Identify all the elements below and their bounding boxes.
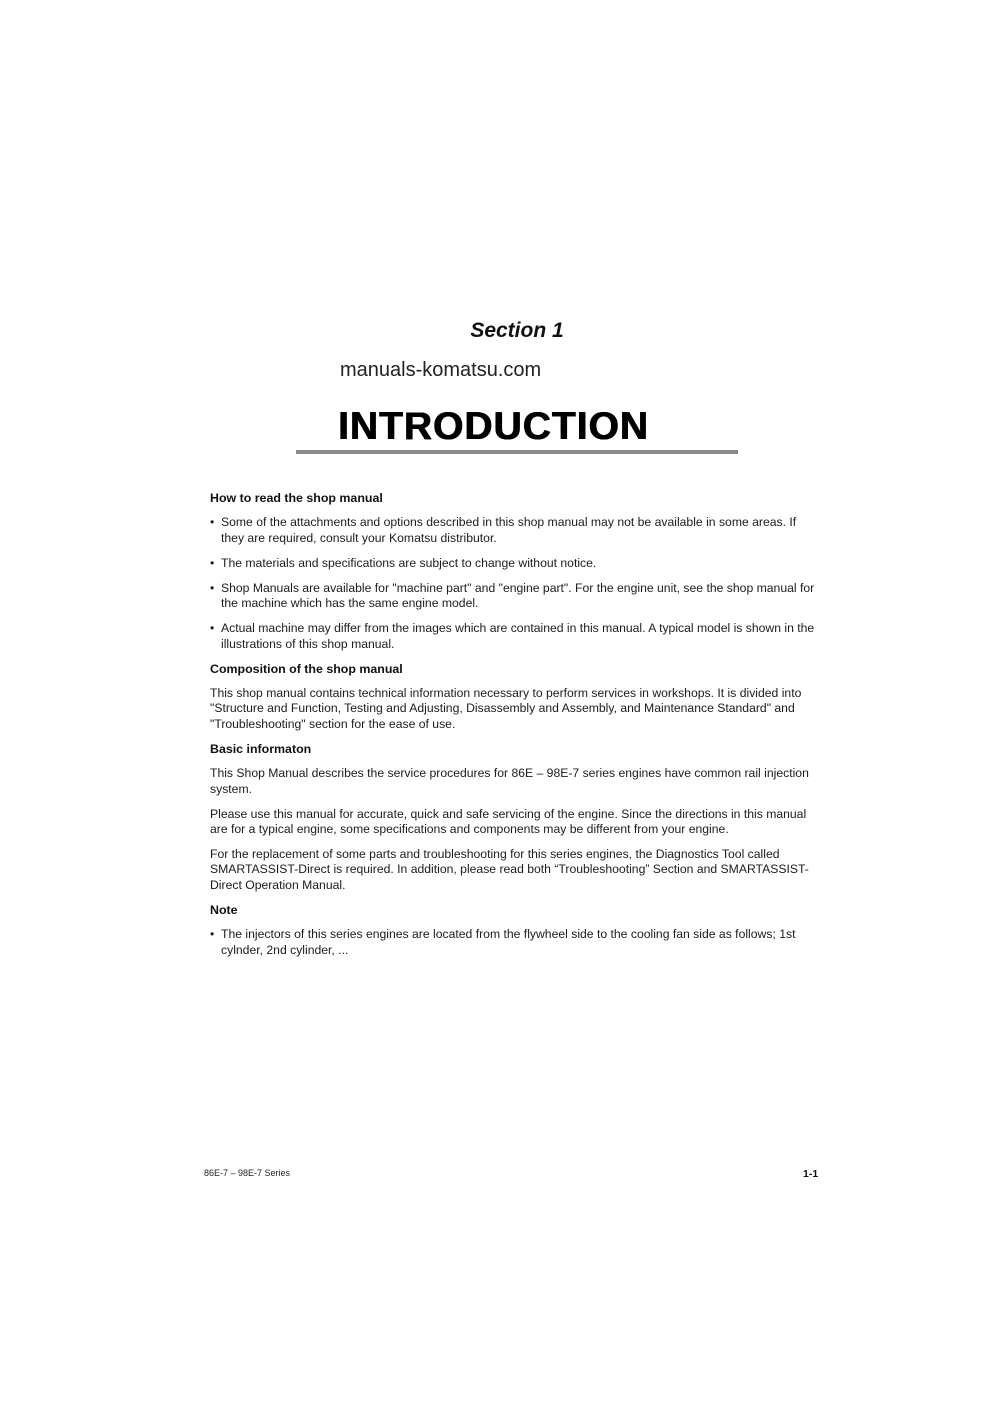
heading-how-to-read: How to read the shop manual (210, 491, 383, 505)
heading-composition: Composition of the shop manual (210, 661, 403, 676)
content-body (210, 491, 822, 968)
bullet-icon: • (210, 621, 215, 636)
bullet-item (210, 927, 822, 958)
bullet-item (210, 581, 822, 612)
bullet-text: Some of the attachments and options described in this shop manual may not be available in some areas. If they are required, consult your Komatsu distributor. (221, 515, 797, 545)
title-underline (296, 450, 738, 454)
bullet-text: The materials and specifications are subject to change without notice. (221, 555, 597, 570)
watermark-text: manuals-komatsu.com (340, 359, 542, 381)
bullet-item (210, 621, 822, 652)
bullet-item (210, 556, 822, 571)
bullet-text: Shop Manuals are available for "machine part" and "engine part". For the engine unit, see the shop manual for the machine which has the same engine model. (221, 580, 815, 611)
bullet-icon: • (210, 515, 215, 530)
composition-paragraph: This shop manual contains technical information necessary to perform services in workshops. It is divided into "Structure and Function, Testing and Adjusting, Disassembly and Assembly, and Maintenance Standard" and "Troubleshooting" section for the ease of use. (210, 686, 802, 731)
bullet-text: Actual machine may differ from the images which are contained in this manual. A typical model is shown in the illustrations of this shop manual. (221, 621, 815, 651)
basic-paragraph: This Shop Manual describes the service procedures for 86E – 98E-7 series engines have common rail injection system. (210, 766, 809, 796)
section-label: Section 1 (470, 319, 564, 342)
bullet-text: The injectors of this series engines are located from the flywheel side to the cooling fan side as follows; 1st cylnder, 2nd cylinder, ... (221, 927, 796, 957)
page-title: INTRODUCTION (338, 405, 649, 448)
bullet-icon: • (210, 555, 215, 570)
bullet-icon: • (210, 580, 215, 595)
heading-note: Note (210, 902, 238, 917)
heading-basic-information: Basic informaton (210, 741, 312, 756)
footer-page-number: 1-1 (803, 1168, 819, 1180)
basic-paragraph: Please use this manual for accurate, quick and safe servicing of the engine. Since the directions in this manual are for a typical engine, some specifications and components may be different from your engine. (210, 806, 807, 837)
bullet-icon: • (210, 927, 215, 942)
basic-paragraph: For the replacement of some parts and troubleshooting for this series engines, the Diagnostics Tool called SMARTASSIST-Direct is required. In addition, please read both “Troubleshooting” Section and SMARTASSIST-Direct Operation Manual. (210, 847, 809, 892)
footer-series: 86E-7 – 98E-7 Series (204, 1168, 291, 1178)
bullet-item (210, 515, 822, 546)
